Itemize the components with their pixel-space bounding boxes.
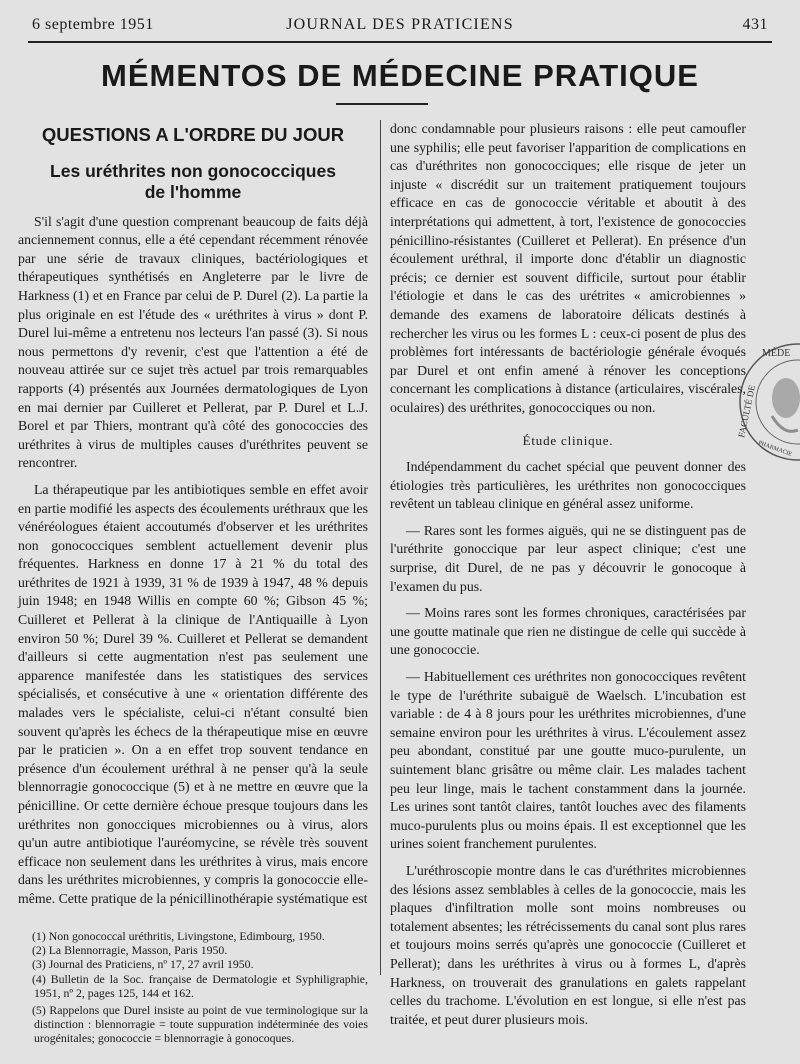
subheading-etude-clinique: Étude clinique. (522, 432, 614, 448)
article-title (18, 161, 368, 203)
stamp-text-inner: PHARMACIE (757, 440, 793, 458)
footnote: (3) Journal des Praticiens, nº 17, 27 avril 1950. (32, 957, 254, 972)
body-paragraph: — Rares sont les formes aiguës, qui ne se distinguent pas de l'uréthrite gonoccique par leur aspect clinique; c'est une surprise, dit Durel, de ne pas y découvrir le gonocoque à l'examen du pus. (390, 522, 746, 594)
body-paragraph: S'il s'agit d'une question comprenant beaucoup de faits déjà anciennement connus, elle a été cependant récemment rénovée par une série de travaux cliniques, bactériologiques et thérapeutiques synthétisés en Angleterre par le livre de Harkness (1) et en France par celui de P. Durel (2). La partie la plus originale en est l'étude des « uréthrites à virus » dont P. Durel lui-même a entretenu nos lecteurs l'an passé (3). Si nous nous permettons d'y revenir, c'est que l'attention a été de nouveau attirée sur ce sujet très actuel par trois remarquables rapports (4) présentés aux Journées dermatologiques de Lyon en mai dernier par Cuilleret et Pellerat, par P. Durel et L.J. Borel et par Thiers, montrant qu'à côté des gonococcies des uréthrites à virus de multiples causes d'uréthrites peuvent se rencontrer. (18, 213, 368, 471)
left-column (18, 120, 368, 1046)
footnotes (18, 929, 368, 1046)
footnote: (2) La Blennorragie, Masson, Paris 1950. (32, 942, 228, 957)
body-paragraph: Indépendamment du cachet spécial que peuvent donner des étiologies très particulières, les uréthrites non gonococciques revêtent un tableau clinique en général assez uniforme. (390, 459, 746, 512)
stamp-text-top: MÉDE (762, 348, 791, 359)
main-title: MÉMENTOS DE MÉDECINE PRATIQUE (101, 58, 699, 93)
issue-date: 6 septembre 1951 (32, 16, 154, 33)
body-paragraph: — Moins rares sont les formes chroniques, caractérisées par une goutte matinale que rien ne distingue de celle qui succède à une gonococcie. (390, 605, 746, 658)
journal-name: JOURNAL DES PRATICIENS (286, 16, 514, 33)
running-head (28, 12, 772, 36)
page-number: 431 (742, 16, 768, 33)
library-stamp-icon (734, 338, 800, 466)
footnote: (5) Rappelons que Durel insiste au point de vue terminologique sur la distinction : blennorragie = toute suppuration indéterminée des voies urogénitales; gonococcie = blennorragie à gonocoques. (32, 1002, 368, 1046)
stamp-text-side: FACULTÉ DE (736, 384, 758, 439)
body-paragraph: L'uréthroscopie montre dans le cas d'uréthrites microbiennes des lésions assez semblables à celles de la gonococcie, mais les plaques d'infiltration molle sont moins nombreuses ou totalement absentes; les rétrécissements du canal sont plus rares et toujours moins serrés qu'après une gonococcie (Cuilleret et Pellerat); dans les uréthrites à virus ou à formes L, d'après Harkness, on trouverait des granulations en galets rappelant celles du trachome. L'évolution en est longue, si elle n'est pas traitée, et peut durer plusieurs mois. (390, 862, 746, 1027)
footnote: (1) Non gonococcal uréthritis, Livingstone, Edimbourg, 1950. (32, 928, 325, 943)
column-divider (380, 120, 381, 975)
right-column (390, 120, 746, 1029)
body-paragraph: donc condamnable pour plusieurs raisons : elle peut camoufler une syphilis; elle peut favoriser l'apparition de complications en cas d'uréthrites non gonococciques; elle risque de jeter un injuste « discrédit sur un traitement pratiquement toujours efficace en cas de gonococcie véritable et aboutit à des interprétations qui admettent, à tort, l'existence de gonococcies pénicillino-résistantes (Cuilleret et Pellerat). En présence d'un écoulement uréthral, il importe donc d'établir un diagnostic précis; ce dernier est souvent difficile, surtout pour établir l'étiologie et dans le cas des urétrites « amicrobiennes » demande des examens de laboratoire délicats destinés à rechercher les virus ou les formes L : ceux-ci posent de plus des problèmes fort intéressants de bactériologie générale évoqués par Durel et ont enfin amené à rénover les conceptions concernant les complications à distance (articulaires, viscérales, oculaires) des uréthrites, gonococciques ou non. (390, 121, 746, 415)
body-paragraph: La thérapeutique par les antibiotiques semble en effet avoir en partie modifié les aspects des écoulements uréthraux que les vénéréologues étaient accoutumés d'observer et les uréthrites non gonococciques semblent actuellement devenir plus fréquentes. Harkness en donne 17 à 21 % du total des uréthrites de 1921 à 1939, 31 % de 1939 à 1947, 48 % depuis juin 1948; en 1948 Willis en compte 60 %; Gibson 45 %; Cuilleret et Pellerat à la clinique de l'Antiquaille à Lyon environ 50 %; Durel 39 %. Cuilleret et Pellerat se demandent d'ailleurs si cette augmentation n'est pas seulement une apparence manifestée dans les statistiques des services spécialisés, et consécutive à une « orientation différente des malades vers le spécialiste, celui-ci n'étant consulté bien souvent qu'après les échecs de la thérapeutique mise en œuvre par le praticien ». On a en effet trop souvent tendance en présence d'un écoulement uréthral à ne penser qu'à la seule blennorragie gonococcique (5) et à ne mettre en œuvre que la pénicilline. Or cette dernière échoue presque toujours dans les uréthrites non gonocciques microbiennes ou à virus, alors qu'un autre antibiotique l'auréomycine, se révèle très souvent efficace non seulement dans les uréthrites à virus, mais encore dans les uréthrites microbiennes, y compris la gonococcie elle-même. Cette pratique de la pénicillinothérapie systématique est (18, 481, 368, 906)
section-heading: QUESTIONS A L'ORDRE DU JOUR (41, 124, 345, 145)
title-rule (336, 103, 428, 105)
header-rule (28, 41, 772, 43)
article-title-line: de l'homme (144, 181, 242, 202)
body-paragraph: — Habituellement ces uréthrites non gonococciques revêtent le type de l'uréthrite subaiguë de Waelsch. L'incubation est variable : de 4 à 8 jours pour les uréthrites microbiennes, d'une semaine environ pour les uréthrites à virus. L'écoulement assez peu abondant, constitué par une goutte muco-purulente, un suintement blanc grisâtre ou même clair. Les malades tachent peu leur linge, mais le tachent constamment dans la journée. Les urines sont tantôt claires, tantôt louches avec des filaments muco-purulents plus ou moins épais. Il est exceptionnel que les urines soient franchement purulentes. (390, 669, 746, 852)
article-title-line: Les uréthrites non gonococciques (50, 160, 336, 181)
footnote: (4) Bulletin de la Soc. française de Dermatologie et Syphiligraphie, 1951, nº 2, pages 125, 144 et 162. (32, 971, 368, 1001)
